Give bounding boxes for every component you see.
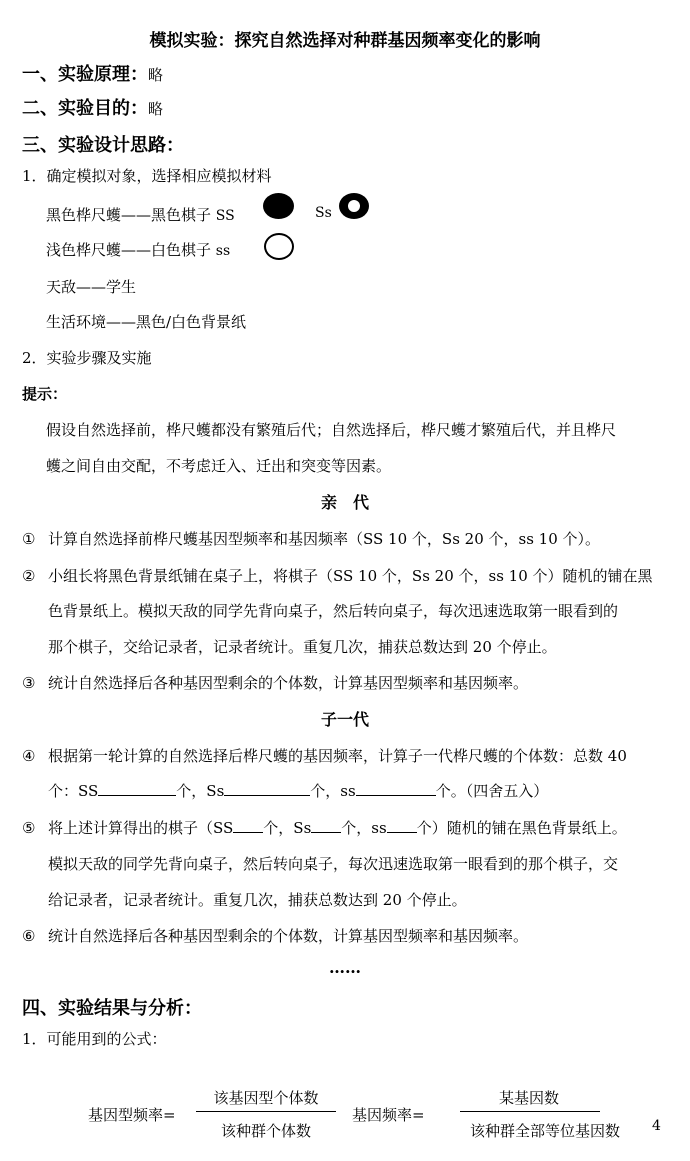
enemy-line: 天敌——学生 xyxy=(46,278,137,296)
item-1 xyxy=(22,528,600,549)
heterozygous-piece-icon xyxy=(339,193,369,219)
blank-ss-light-count[interactable] xyxy=(387,818,417,833)
section-heading: 一、实验原理： xyxy=(22,64,148,85)
ss-light-label: ss xyxy=(215,243,231,259)
genotype-frequency-lhs: 基因型频率= xyxy=(88,1106,176,1124)
section-purpose xyxy=(22,94,163,120)
ellipsis: …… xyxy=(329,958,361,977)
section-heading: 二、实验目的： xyxy=(22,98,148,119)
section-design: 三、实验设计思路： xyxy=(22,135,184,156)
blank-ss-input[interactable] xyxy=(98,781,176,796)
gene-frequency-numerator: 某基因数 xyxy=(498,1089,559,1107)
item-2-line-3: 那个棋子，交给记录者，记录者统计。重复几次，捕获总数达到 20 个停止。 xyxy=(48,638,557,656)
item-number: ① xyxy=(22,530,36,548)
item-text: 根据第一轮计算的自然选择后桦尺蠖的基因频率，计算子一代桦尺蠖的个体数：总数 40 xyxy=(48,747,627,765)
piece-center xyxy=(348,200,360,212)
blank-ss-count[interactable] xyxy=(233,818,263,833)
item-number: ⑤ xyxy=(22,819,36,837)
fraction-bar xyxy=(460,1111,600,1112)
item-text: 统计自然选择后各种基因型剩余的个体数，计算基因型频率和基因频率。 xyxy=(48,927,529,945)
ss-het-label: Ss xyxy=(315,205,332,221)
item-4-line-2 xyxy=(48,780,548,801)
text-segment: 个，Ss xyxy=(263,819,312,837)
item-text: 小组长将黑色背景纸铺在桌子上，将棋子（SS 10 个，Ss 20 个，ss 10 个）随机的铺在黑 xyxy=(48,567,653,585)
gene-frequency-denominator: 该种群全部等位基因数 xyxy=(469,1122,620,1140)
formula-label: 1．可能用到的公式： xyxy=(22,1030,167,1048)
environment-line: 生活环境——黑色/白色背景纸 xyxy=(46,313,247,331)
section-principle xyxy=(22,60,163,86)
section-value: 略 xyxy=(148,66,164,84)
page-title: 模拟实验：探究自然选择对种群基因频率变化的影响 xyxy=(149,31,541,51)
light-moth-line xyxy=(46,239,230,260)
text-segment: 个，ss xyxy=(310,782,356,800)
item-text: 计算自然选择前桦尺蠖基因型频率和基因频率（SS 10 个，Ss 20 个，ss 10 个）。 xyxy=(48,530,601,548)
ss-dark-label: SS xyxy=(215,208,235,224)
page-number: 4 xyxy=(652,1118,661,1134)
text-segment: 个，Ss xyxy=(176,782,225,800)
text-segment: 个，ss xyxy=(341,819,387,837)
hint-line-1: 假设自然选择前，桦尺蠖都没有繁殖后代；自然选择后，桦尺蠖才繁殖后代，并且桦尺 xyxy=(46,421,617,439)
black-piece-icon xyxy=(263,193,294,219)
hint-line-2: 蠖之间自由交配，不考虑迁入、迁出和突变等因素。 xyxy=(46,457,392,475)
item-number: ③ xyxy=(22,674,36,692)
item-5-line-2: 模拟天敌的同学先背向桌子，然后转向桌子，每次迅速选取第一眼看到的那个棋子，交 xyxy=(48,855,619,873)
item-number: ④ xyxy=(22,747,36,765)
item-3 xyxy=(22,672,528,693)
white-piece-icon xyxy=(264,233,294,260)
text-segment: 个。（四舍五入） xyxy=(435,782,549,800)
hint-label: 提示： xyxy=(22,385,68,403)
gene-frequency-lhs: 基因频率= xyxy=(352,1106,425,1124)
text-segment: 个：SS xyxy=(48,782,99,800)
step2-label: 2．实验步骤及实施 xyxy=(22,349,152,367)
light-moth-text: 浅色桦尺蠖——白色棋子 xyxy=(46,241,212,259)
item-number: ② xyxy=(22,567,36,585)
item-5-line-3: 给记录者，记录者统计。重复几次，捕获总数达到 20 个停止。 xyxy=(48,891,467,909)
genotype-frequency-denominator: 该种群个体数 xyxy=(220,1122,311,1140)
blank-ss-het-input[interactable] xyxy=(224,781,310,796)
item-2-line-2: 色背景纸上。模拟天敌的同学先背向桌子，然后转向桌子，每次迅速选取第一眼看到的 xyxy=(48,602,619,620)
item-6 xyxy=(22,925,528,946)
blank-ss-het-count[interactable] xyxy=(311,818,341,833)
item-text: 统计自然选择后各种基因型剩余的个体数，计算基因型频率和基因频率。 xyxy=(48,674,529,692)
dark-moth-text: 黑色桦尺蠖——黑色棋子 xyxy=(46,206,212,224)
text-segment: 将上述计算得出的棋子（SS xyxy=(48,819,234,837)
blank-ss-light-input[interactable] xyxy=(356,781,436,796)
item-number: ⑥ xyxy=(22,927,36,945)
item-5-line-1 xyxy=(22,817,627,838)
section-value: 略 xyxy=(148,100,164,118)
parent-gen-heading: 亲 代 xyxy=(320,493,369,512)
section-results: 四、实验结果与分析： xyxy=(22,998,202,1019)
item-2-line-1 xyxy=(22,565,653,586)
step1-label: 1．确定模拟对象，选择相应模拟材料 xyxy=(22,167,272,185)
dark-moth-line xyxy=(46,204,235,225)
genotype-frequency-numerator: 该基因型个体数 xyxy=(213,1089,319,1107)
item-4-line-1 xyxy=(22,745,627,766)
f1-gen-heading: 子一代 xyxy=(320,710,369,729)
text-segment: 个）随机的铺在黑色背景纸上。 xyxy=(416,819,627,837)
fraction-bar xyxy=(196,1111,336,1112)
